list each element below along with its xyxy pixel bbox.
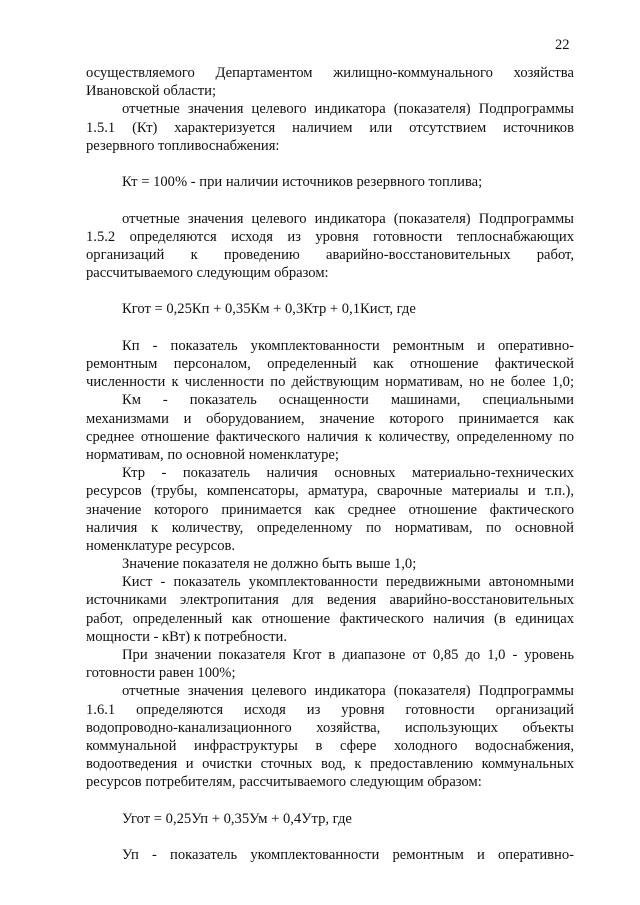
text-line: численности к численности по действующим нормативам, но не более 1,0; (86, 374, 574, 391)
text-line: Км - показатель оснащенности машинами, специальными (122, 392, 574, 409)
text-line: 1.5.1 (Кт) характеризуется наличием или отсутствием источников (86, 119, 574, 136)
text-line: наличия к количеству, определенному по нормативам, по основной (86, 519, 574, 536)
text-line: водоотведения и очистки сточных вод, к предоставлению коммунальных (86, 756, 574, 773)
text-line: 1.6.1 определяются исходя из уровня готовности организаций (86, 701, 574, 718)
blank-line (86, 155, 574, 173)
blank-line (86, 828, 574, 846)
text-line: Кп - показатель укомплектованности ремонтным и оперативно- (122, 337, 574, 354)
text-line: При значении показателя Кгот в диапазоне от 0,85 до 1,0 - уровень (122, 647, 574, 663)
text-line: ремонтным персоналом, определенный как отношение фактической (86, 356, 574, 372)
blank-line (86, 319, 574, 337)
text-line: резервного топливоснабжения: (86, 137, 280, 154)
text-line: отчетные значения целевого индикатора (показателя) Подпрограммы (122, 683, 574, 700)
text-line: нормативам, по основной номенклатуре; (86, 446, 339, 463)
blank-line (86, 282, 574, 300)
text-line: Уп - показатель укомплектованности ремонтным и оперативно- (122, 847, 574, 864)
text-line: ресурсов (трубы, компенсаторы, арматура, сварочные материалы и т.п.), (86, 483, 574, 500)
blank-line (86, 191, 574, 209)
text-line: номенклатуре ресурсов. (86, 537, 236, 554)
text-line: Кист - показатель укомплектованности передвижными автономными (122, 574, 574, 591)
text-line: источниками электропитания для ведения аварийно-восстановительных (86, 592, 574, 609)
text-line: ресурсов потребителям, рассчитываемого следующим образом: (86, 774, 482, 791)
text-line: 1.5.2 определяются исходя из уровня готовности теплоснабжающих (86, 228, 574, 245)
text-line: среднее отношение фактического наличия к количеству, определенному по (86, 428, 574, 445)
text-line: Ивановской области; (86, 83, 217, 100)
text-line: Кгот = 0,25Кп + 0,35Км + 0,3Ктр + 0,1Кист, где (122, 301, 416, 318)
text-line: Кт = 100% - при наличии источников резервного топлива; (122, 174, 483, 191)
page-number: 22 (555, 37, 570, 53)
text-line: Ктр - показатель наличия основных материально-технических (122, 465, 574, 482)
blank-line (86, 792, 574, 810)
text-line: организаций к проведению аварийно-восстановительных работ, (86, 246, 574, 263)
text-line: работ, определенный как отношение фактического наличия (в единицах (86, 610, 574, 627)
text-line: готовности равен 100%; (86, 665, 236, 682)
text-line: мощности - кВт) к потребности. (86, 628, 287, 645)
text-line: водопроводно-канализационного хозяйства, использующих объекты (86, 719, 574, 736)
text-line: механизмами и оборудованием, значение которого принимается как (86, 410, 574, 427)
text-line: отчетные значения целевого индикатора (показателя) Подпрограммы (122, 210, 574, 227)
text-line: коммунальной инфраструктуры в сфере холодного водоснабжения, (86, 737, 574, 754)
text-line: значение которого принимается как среднее отношение фактического (86, 501, 574, 518)
document-body (86, 64, 574, 864)
text-line: рассчитываемого следующим образом: (86, 265, 329, 282)
text-line: Значение показателя не должно быть выше 1,0; (122, 556, 417, 573)
text-line: осуществляемого Департаментом жилищно-коммунального хозяйства (86, 65, 574, 81)
text-line: Угот = 0,25Уп + 0,35Ум + 0,4Утр, где (122, 810, 352, 827)
text-line: отчетные значения целевого индикатора (показателя) Подпрограммы (122, 101, 574, 118)
